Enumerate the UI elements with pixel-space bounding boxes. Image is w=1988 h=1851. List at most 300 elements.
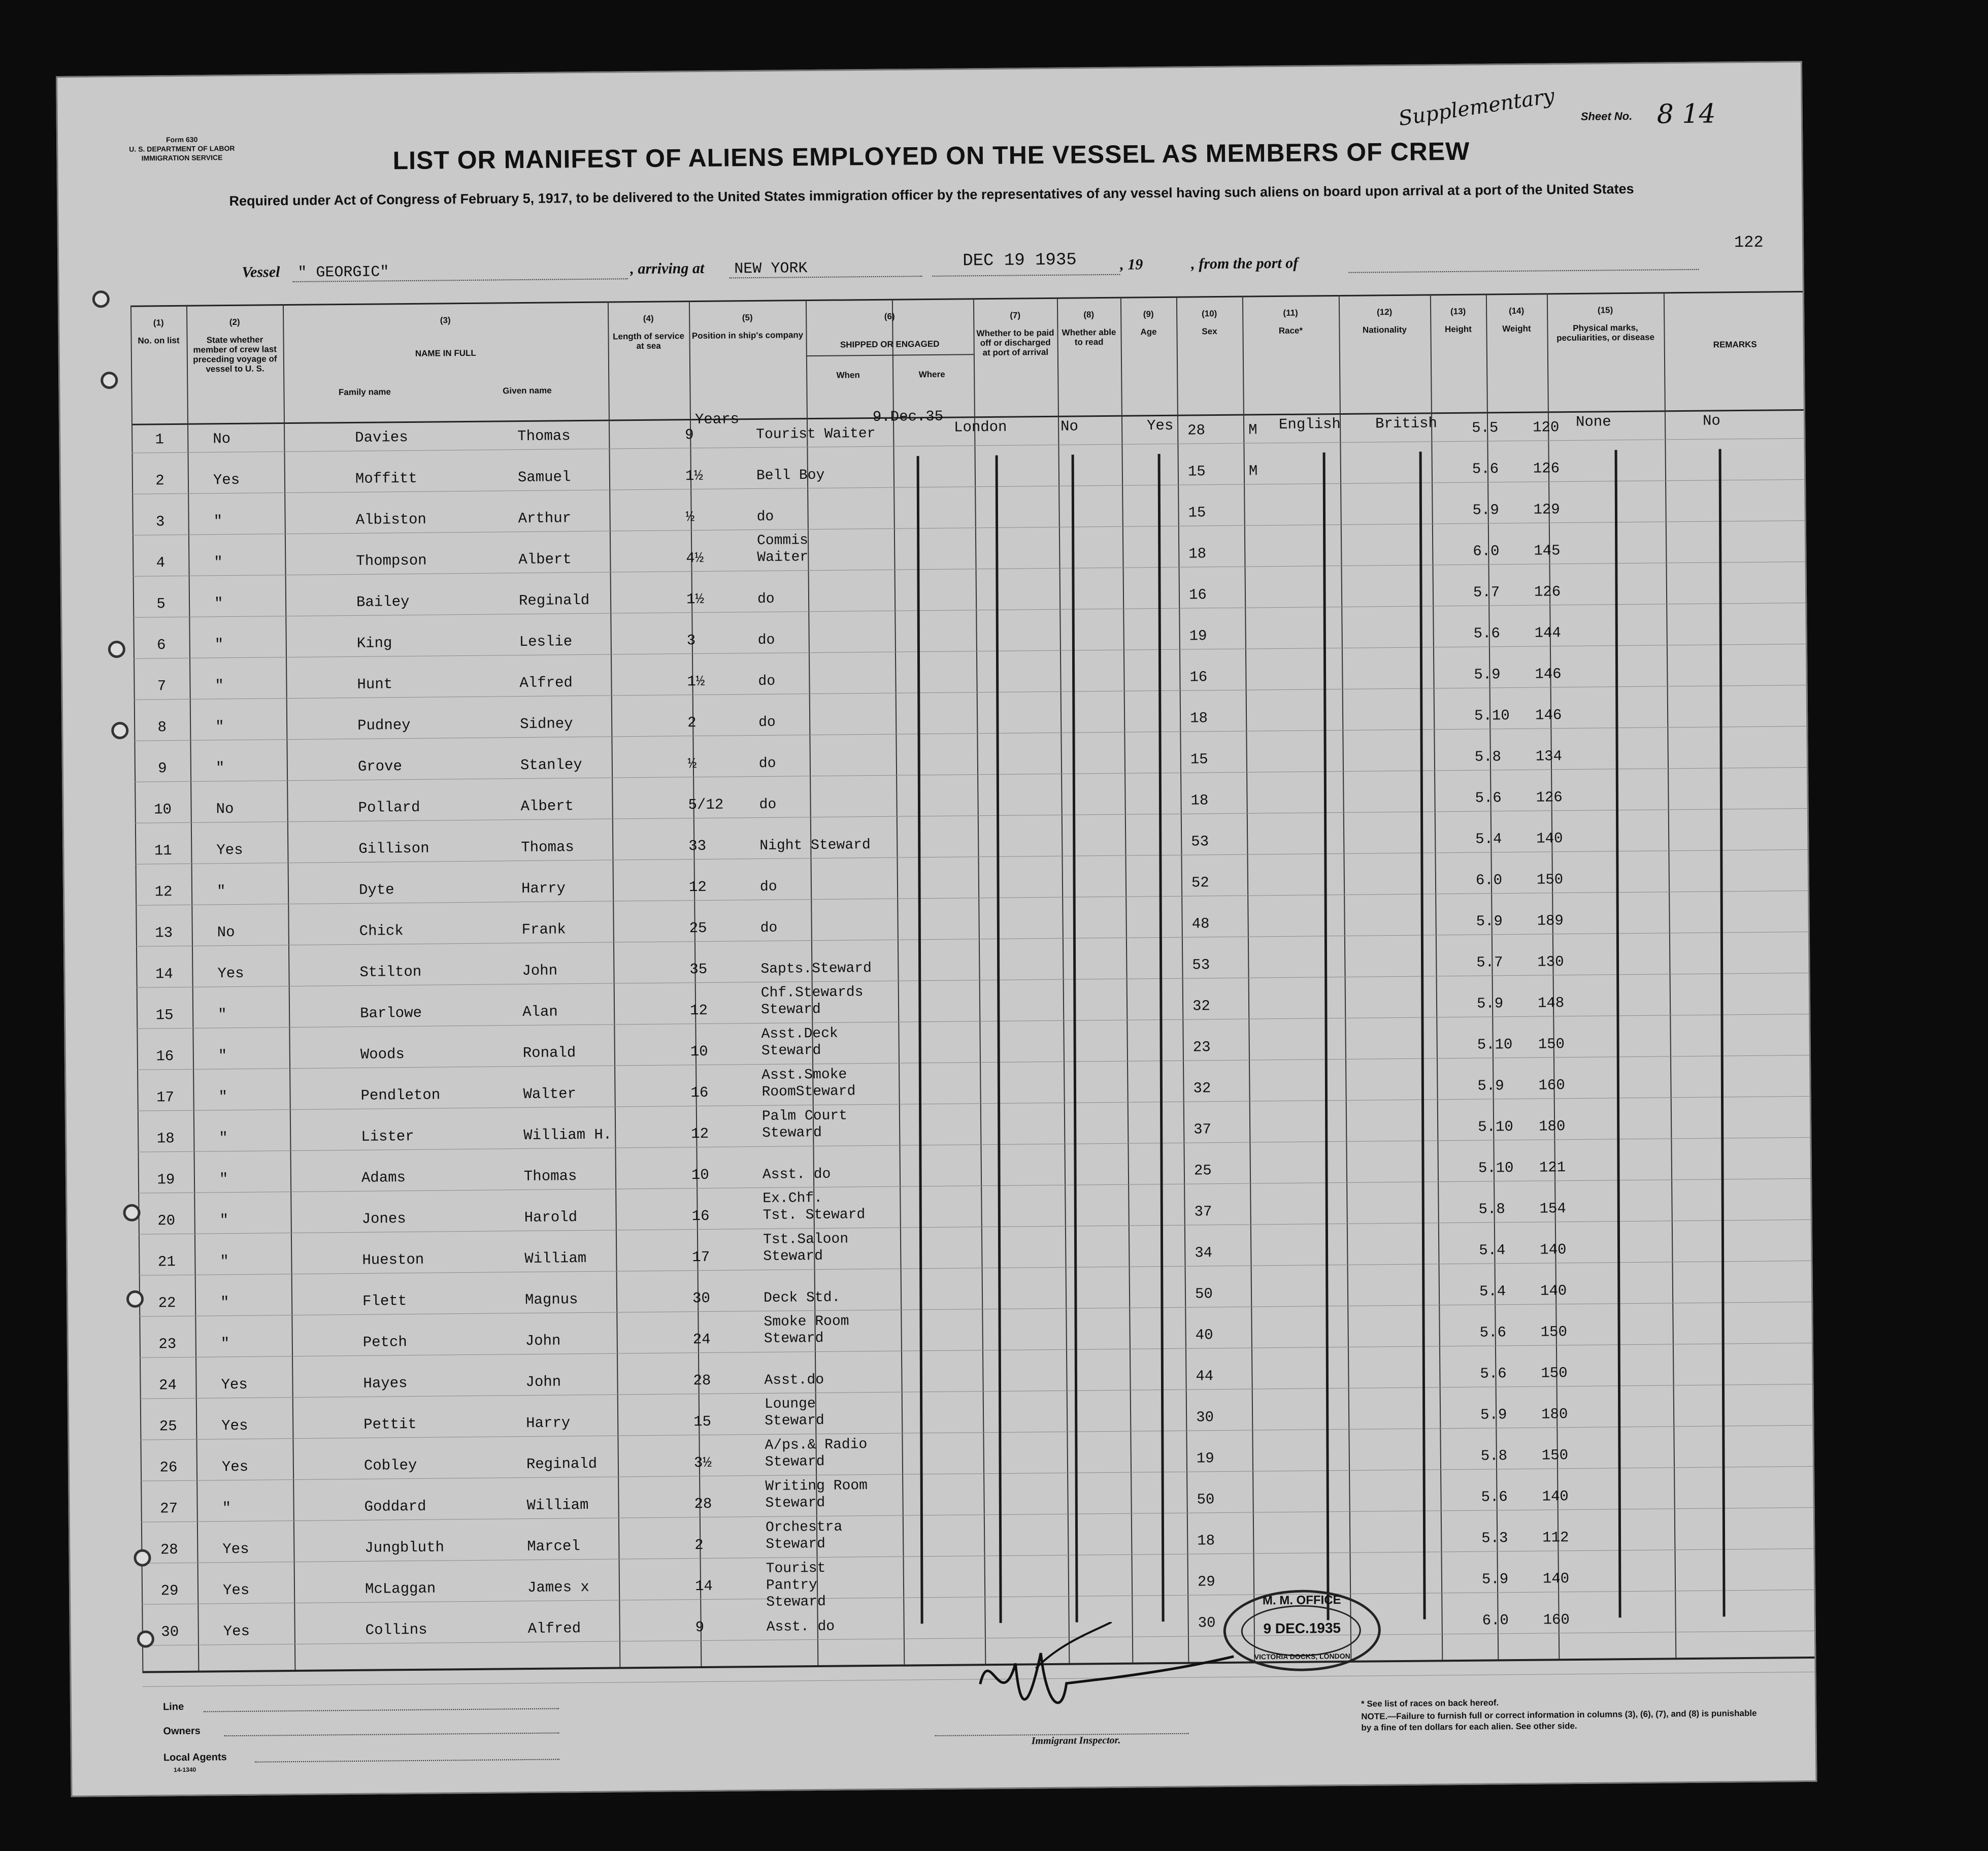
previous-voyage: " <box>214 636 224 653</box>
age: 28 <box>1187 422 1206 439</box>
age: 15 <box>1190 751 1208 768</box>
family-name: Jungbluth <box>365 1539 445 1557</box>
from-port-label: , from the port of <box>1191 254 1299 273</box>
position-in-company: Steward <box>764 1330 824 1347</box>
family-name: Hueston <box>362 1251 424 1269</box>
header-number-c9: (9) <box>1143 309 1154 319</box>
column-divider <box>1057 298 1070 1663</box>
previous-voyage: Yes <box>217 965 244 982</box>
length-of-service: 2 <box>687 714 697 732</box>
given-name: Thomas <box>517 427 571 445</box>
punch-hole <box>108 641 125 658</box>
height: 5.9 <box>1477 1077 1504 1095</box>
position-in-company: Writing Room <box>765 1478 868 1495</box>
position-in-company: Steward <box>765 1453 825 1470</box>
local-agents-label: Local Agents <box>163 1751 227 1764</box>
previous-voyage: No <box>213 431 231 448</box>
length-of-service: 1½ <box>687 673 705 690</box>
header-c8: Whether able to read <box>1062 327 1116 347</box>
weight: 150 <box>1536 871 1564 888</box>
header-c5: Position in ship's company <box>691 330 804 341</box>
form-number: Form 630 <box>165 135 198 144</box>
header-number-c5: (5) <box>742 313 753 323</box>
given-name: Magnus <box>524 1291 578 1309</box>
family-name: Flett <box>362 1293 407 1310</box>
weight: 140 <box>1542 1488 1569 1505</box>
length-of-service: ½ <box>685 509 695 526</box>
paid-off: No <box>1060 418 1079 435</box>
sheet-label: Sheet No. <box>1580 109 1633 123</box>
weight: 112 <box>1542 1529 1569 1546</box>
penalty-note: NOTE.—Failure to furnish full or correct information in columns (3), (6), (7), and (8) is punishable by a fine of ten dollars for each alien. See other side. <box>1361 1708 1757 1733</box>
family-name: Davies <box>355 428 408 446</box>
position-in-company: do <box>758 673 776 689</box>
age: 15 <box>1188 504 1206 521</box>
height: 5.8 <box>1478 1201 1505 1218</box>
previous-voyage: " <box>214 554 223 571</box>
given-name: William <box>524 1249 587 1268</box>
ditto-stroke <box>917 456 923 1624</box>
form-service: IMMIGRATION SERVICE <box>141 153 223 162</box>
height: 5.9 <box>1480 1406 1507 1424</box>
position-in-company: do <box>756 509 774 525</box>
given-name: Walter <box>523 1085 577 1103</box>
family-name: Albiston <box>355 511 427 528</box>
position-in-company: Night Steward <box>759 837 871 854</box>
row-number: 26 <box>159 1459 178 1476</box>
length-of-service: 4½ <box>686 549 704 567</box>
length-of-service: 28 <box>693 1372 711 1390</box>
age: 32 <box>1193 1080 1211 1097</box>
weight: 140 <box>1536 830 1563 847</box>
family-name: Chick <box>359 922 404 940</box>
header-number-c14: (14) <box>1508 306 1525 316</box>
position-in-company: A/ps.& Radio <box>765 1437 868 1453</box>
previous-voyage: No <box>216 800 234 818</box>
ditto-stroke <box>1719 449 1726 1616</box>
age: 40 <box>1195 1327 1213 1344</box>
given-name: Thomas <box>523 1168 577 1185</box>
punch-hole <box>123 1204 140 1221</box>
row-number: 11 <box>154 842 172 860</box>
agents-code: 14-1340 <box>174 1766 196 1774</box>
ditto-stroke <box>1419 452 1426 1619</box>
given-name: William <box>526 1496 589 1514</box>
position-in-company: do <box>758 755 776 772</box>
previous-voyage: " <box>215 759 225 777</box>
position-in-company: Pantry <box>766 1577 817 1594</box>
given-name: Alfred <box>527 1620 581 1638</box>
given-name: Alfred <box>519 674 573 692</box>
previous-voyage: Yes <box>221 1458 249 1476</box>
age: 53 <box>1191 833 1209 850</box>
header-family-name: Family name <box>338 387 391 398</box>
header-c9: Age <box>1140 327 1157 337</box>
given-name: John <box>525 1373 561 1391</box>
row-number: 20 <box>157 1212 176 1230</box>
header-c12: Nationality <box>1362 324 1407 335</box>
given-name: Leslie <box>519 633 573 651</box>
punch-hole <box>137 1630 154 1647</box>
position-in-company: Asst.Smoke <box>761 1067 847 1083</box>
row-number: 19 <box>157 1171 175 1188</box>
previous-voyage: " <box>216 883 226 900</box>
header-number-c11: (11) <box>1283 308 1298 318</box>
given-name: Frank <box>521 921 566 939</box>
row-number: 29 <box>160 1582 179 1600</box>
column-divider <box>1120 297 1133 1663</box>
position-in-company: Palm Court <box>761 1108 848 1125</box>
position-in-company: Asst. do <box>762 1166 831 1183</box>
family-name: Lister <box>361 1128 414 1145</box>
length-of-service: 10 <box>690 1043 708 1061</box>
given-name: Sidney <box>520 715 573 733</box>
row-number: 7 <box>157 678 167 695</box>
position-in-company: Steward <box>761 1042 821 1059</box>
age: 29 <box>1197 1573 1215 1591</box>
row-number: 22 <box>158 1295 176 1312</box>
header-number-c7: (7) <box>1010 310 1021 320</box>
row-number: 12 <box>154 883 173 901</box>
remarks: No <box>1702 412 1721 429</box>
header-c1: No. on list <box>138 335 180 346</box>
height: 5.4 <box>1479 1283 1506 1300</box>
header-c6: SHIPPED OR ENGAGED <box>840 339 940 350</box>
length-of-service: 15 <box>693 1413 712 1431</box>
given-name: Stanley <box>520 756 582 774</box>
position-in-company: RoomSteward <box>761 1083 856 1100</box>
given-name: Samuel <box>517 469 571 486</box>
previous-voyage: Yes <box>213 471 240 489</box>
weight: 160 <box>1543 1611 1570 1629</box>
manifest-page <box>56 61 1817 1797</box>
vessel-name: " GEORGIC" <box>297 263 389 282</box>
punch-hole <box>111 722 128 739</box>
previous-voyage: " <box>220 1335 230 1352</box>
length-of-service: 12 <box>688 878 707 896</box>
height: 5.8 <box>1480 1447 1508 1465</box>
age: 15 <box>1187 463 1206 480</box>
position-in-company: Steward <box>763 1248 823 1265</box>
length-of-service: 25 <box>689 919 707 937</box>
weight: 144 <box>1534 624 1562 642</box>
family-name: Woods <box>360 1046 405 1063</box>
position-in-company: Steward <box>765 1412 824 1429</box>
height: 5.8 <box>1474 748 1502 766</box>
family-name: Grove <box>357 758 403 775</box>
length-of-service: 16 <box>691 1207 710 1225</box>
family-name: Thompson <box>356 552 427 570</box>
position-in-company: Ex.Chf. <box>763 1190 823 1207</box>
inspector-signature <box>959 1621 1265 1745</box>
length-of-service: 24 <box>692 1331 711 1348</box>
given-name: Harry <box>521 880 566 898</box>
age: 30 <box>1198 1614 1216 1632</box>
position-in-company: do <box>759 797 777 813</box>
sheet-number: 8 14 <box>1656 98 1716 130</box>
header-c14: Weight <box>1502 323 1531 334</box>
position-in-company: Commis <box>756 533 809 549</box>
family-name: Barlowe <box>359 1004 422 1022</box>
row-number: 24 <box>158 1377 177 1394</box>
ditto-stroke <box>1072 455 1078 1623</box>
family-name: McLaggan <box>365 1580 436 1598</box>
previous-voyage: " <box>222 1500 231 1517</box>
height: 5.9 <box>1472 502 1499 519</box>
length-of-service: 1½ <box>685 467 703 485</box>
age: 19 <box>1189 627 1207 645</box>
inspector-label: Immigrant Inspector. <box>1031 1734 1121 1747</box>
height: 5.6 <box>1473 625 1501 642</box>
given-name: William H. <box>523 1126 612 1144</box>
position-in-company: Steward <box>766 1536 826 1552</box>
header-c3: NAME IN FULL <box>415 348 476 358</box>
length-of-service: 5/12 <box>688 796 724 814</box>
header-c7: Whether to be paid off or discharged at port of arrival <box>976 327 1054 358</box>
length-of-service: 28 <box>694 1495 712 1513</box>
family-name: Moffitt <box>355 470 417 487</box>
header-number-c12: (12) <box>1376 307 1393 317</box>
length-of-service: 16 <box>690 1084 709 1102</box>
position-in-company: Tst. Steward <box>763 1207 866 1224</box>
column-divider <box>1430 294 1443 1660</box>
age: 25 <box>1194 1162 1212 1179</box>
column-divider <box>1339 295 1351 1661</box>
header-c2: State whether member of crew last preceding voyage of vessel to U. S. <box>193 335 277 374</box>
previous-voyage: " <box>214 595 223 612</box>
position-in-company: Lounge <box>764 1396 816 1412</box>
manifest-table <box>57 62 1801 78</box>
header-number-c10: (10) <box>1201 309 1217 319</box>
age: 18 <box>1189 710 1208 727</box>
height: 5.10 <box>1478 1160 1514 1177</box>
previous-voyage: " <box>219 1212 229 1229</box>
position-in-company: Smoke Room <box>764 1313 849 1330</box>
given-name: Marcel <box>527 1538 580 1556</box>
height: 5.6 <box>1480 1365 1507 1382</box>
given-name: Albert <box>520 798 574 815</box>
height: 6.0 <box>1482 1612 1509 1629</box>
age: 37 <box>1194 1203 1212 1220</box>
family-name: Pendleton <box>360 1086 441 1104</box>
header-number-c13: (13) <box>1450 306 1466 317</box>
given-name: Arthur <box>518 510 572 527</box>
years-label: Years <box>694 411 740 428</box>
row-number: 5 <box>156 596 165 613</box>
shipped-when: 9.Dec.35 <box>872 408 944 425</box>
physical-marks: None <box>1575 413 1611 431</box>
weight: 154 <box>1539 1200 1566 1217</box>
given-name: John <box>522 962 558 980</box>
family-name: Bailey <box>356 593 410 611</box>
family-name: Adams <box>361 1169 406 1186</box>
previous-voyage: " <box>220 1294 229 1311</box>
position-in-company: Steward <box>762 1125 822 1141</box>
weight: 126 <box>1534 583 1561 601</box>
page-subtitle: Required under Act of Congress of February 5, 1917, to be delivered to the United States immigration officer by the representatives of any vessel having such aliens on board upon arrival at a port of the United States <box>229 181 1634 209</box>
age: 44 <box>1196 1368 1214 1385</box>
previous-voyage: " <box>218 1088 228 1106</box>
position-in-company: do <box>760 920 778 936</box>
given-name: Alan <box>522 1003 558 1021</box>
age: 50 <box>1195 1285 1213 1303</box>
height: 5.3 <box>1481 1530 1508 1547</box>
weight: 145 <box>1534 542 1561 559</box>
age: 18 <box>1188 545 1207 563</box>
position-in-company: Waiter <box>757 549 809 566</box>
races-note: * See list of races on back hereof. <box>1361 1698 1499 1709</box>
previous-voyage: " <box>218 1006 227 1023</box>
previous-voyage: " <box>219 1130 228 1147</box>
length-of-service: 12 <box>691 1125 709 1143</box>
header-c4: Length of service at sea <box>613 331 684 351</box>
column-divider <box>1806 291 1817 1657</box>
length-of-service: 9 <box>685 426 694 444</box>
given-name: James x <box>527 1578 589 1597</box>
column-divider <box>130 306 143 1671</box>
family-name: Collins <box>365 1621 427 1639</box>
weight: 189 <box>1537 912 1564 930</box>
weight: 121 <box>1539 1159 1566 1176</box>
previous-voyage: Yes <box>223 1623 250 1640</box>
column-divider <box>1176 296 1189 1662</box>
weight: 140 <box>1540 1241 1567 1259</box>
length-of-service: 30 <box>692 1290 711 1307</box>
header-c13: Height <box>1444 324 1472 335</box>
header-number-c6: (6) <box>884 311 895 321</box>
weight: 150 <box>1538 1036 1565 1053</box>
nationality: British <box>1375 415 1438 433</box>
able-to-read: Yes <box>1146 417 1174 435</box>
row-number: 14 <box>155 966 173 983</box>
height: 5.6 <box>1481 1489 1508 1506</box>
row-number: 4 <box>156 554 165 572</box>
height: 5.10 <box>1477 1036 1513 1053</box>
previous-voyage: No <box>217 923 235 941</box>
position-in-company: Tst.Saloon <box>763 1231 849 1248</box>
height: 5.4 <box>1475 831 1502 848</box>
age: 19 <box>1196 1450 1214 1467</box>
position-in-company: do <box>757 591 775 607</box>
family-name: Gillison <box>358 840 429 857</box>
length-of-service: 12 <box>689 1002 708 1019</box>
position-in-company: do <box>757 632 775 648</box>
weight: 180 <box>1539 1118 1566 1135</box>
position-in-company: Chf.Stewards <box>760 984 864 1001</box>
height: 5.10 <box>1474 707 1510 724</box>
row-number: 1 <box>155 431 164 448</box>
arrival-date-stamp: DEC 19 1935 <box>963 250 1077 271</box>
position-in-company: Sapts.Steward <box>760 961 872 977</box>
position-in-company: do <box>758 714 776 731</box>
height: 5.7 <box>1476 954 1503 971</box>
weight: 130 <box>1537 953 1564 971</box>
position-in-company: Tourist Waiter <box>756 425 876 443</box>
height: 5.9 <box>1481 1571 1509 1588</box>
given-name: Reginald <box>518 591 590 610</box>
header-number-c15: (15) <box>1597 305 1613 315</box>
family-name: Pudney <box>357 716 411 734</box>
age: 16 <box>1189 669 1208 686</box>
given-name: Albert <box>518 551 572 569</box>
family-name: Stilton <box>359 963 422 981</box>
weight: 150 <box>1541 1365 1568 1382</box>
previous-voyage: Yes <box>221 1376 248 1394</box>
header-c10: Sex <box>1202 326 1217 337</box>
height: 6.0 <box>1473 543 1500 560</box>
family-name: Dyte <box>358 881 394 899</box>
column-divider <box>1664 292 1676 1658</box>
header-c15: Physical marks, peculiarities, or disease <box>1556 322 1655 343</box>
length-of-service: ½ <box>687 755 697 773</box>
family-name: Pollard <box>358 799 420 816</box>
height: 5.9 <box>1476 995 1504 1012</box>
punch-hole <box>126 1291 144 1308</box>
length-of-service: 35 <box>689 961 708 978</box>
previous-voyage: Yes <box>222 1581 250 1599</box>
ditto-stroke <box>1615 450 1621 1617</box>
header-shipped-when: When <box>836 370 860 380</box>
family-name: Cobley <box>363 1457 417 1474</box>
height: 5.6 <box>1472 460 1499 478</box>
position-in-company: Asst.Deck <box>761 1026 838 1042</box>
previous-voyage: " <box>213 513 223 530</box>
position-in-company: Bell Boy <box>756 467 825 484</box>
previous-voyage: " <box>215 677 224 695</box>
form-department: U. S. DEPARTMENT OF LABOR <box>129 144 235 153</box>
page-title: LIST OR MANIFEST OF ALIENS EMPLOYED ON THE VESSEL AS MEMBERS OF CREW <box>392 137 1470 175</box>
arriving-label: , arriving at <box>630 259 705 278</box>
age: 34 <box>1195 1244 1213 1262</box>
age: 53 <box>1192 956 1210 974</box>
length-of-service: 1½ <box>686 590 704 608</box>
weight: 148 <box>1537 995 1565 1012</box>
previous-voyage: Yes <box>222 1540 249 1558</box>
punch-hole <box>101 372 118 389</box>
age: 48 <box>1191 915 1210 933</box>
length-of-service: 3 <box>686 632 696 649</box>
arrival-port: NEW YORK <box>734 260 808 278</box>
weight: 180 <box>1541 1406 1568 1423</box>
weight: 146 <box>1535 707 1562 724</box>
sex: M <box>1248 462 1258 480</box>
weight: 146 <box>1535 666 1562 683</box>
family-name: King <box>356 635 392 652</box>
length-of-service: 3½ <box>693 1454 712 1472</box>
age: 18 <box>1197 1532 1215 1549</box>
age: 16 <box>1188 586 1207 604</box>
row-number: 17 <box>156 1089 175 1106</box>
age: 32 <box>1192 998 1211 1015</box>
weight: 140 <box>1542 1570 1570 1588</box>
owners-label: Owners <box>163 1725 201 1737</box>
page-number: 122 <box>1734 233 1764 252</box>
header-c16: REMARKS <box>1713 339 1757 350</box>
weight: 134 <box>1535 748 1563 765</box>
age: 37 <box>1194 1121 1212 1138</box>
family-name: Petch <box>362 1334 407 1351</box>
position-in-company: Tourist <box>766 1560 826 1577</box>
header-number-c3: (3) <box>440 315 451 325</box>
row-number: 13 <box>155 924 173 942</box>
row-number: 23 <box>158 1336 177 1353</box>
weight: 140 <box>1540 1282 1567 1300</box>
position-in-company: do <box>759 879 777 895</box>
shipped-where: London <box>953 418 1007 436</box>
family-name: Jones <box>361 1210 406 1228</box>
family-name: Hunt <box>357 676 393 693</box>
header-number-c4: (4) <box>643 313 654 323</box>
